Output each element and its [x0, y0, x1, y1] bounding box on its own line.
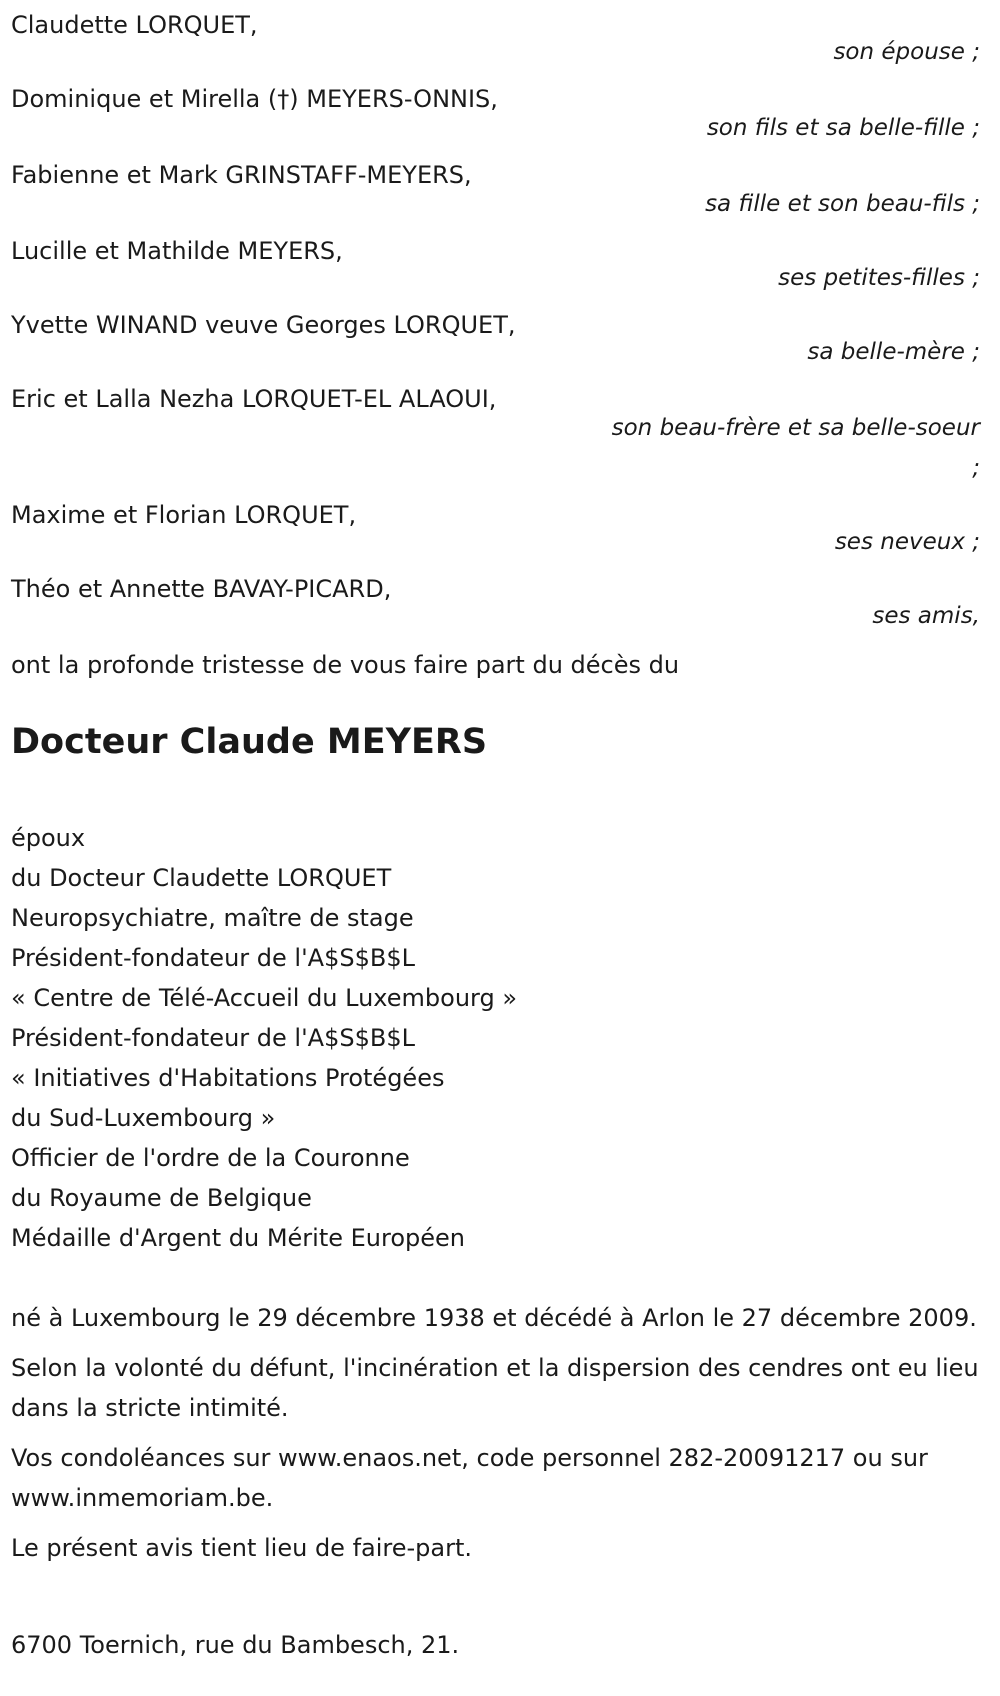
family-member-name: Yvette WINAND veuve Georges LORQUET,: [11, 311, 516, 339]
title-line: « Centre de Télé-Accueil du Luxembourg »: [11, 984, 518, 1012]
family-member-name: Fabienne et Mark GRINSTAFF-MEYERS,: [11, 161, 472, 189]
title-line: Président-fondateur de l'A$S$B$L: [11, 1024, 415, 1052]
title-line: Président-fondateur de l'A$S$B$L: [11, 944, 415, 972]
family-entry: [11, 572, 980, 636]
ceremony-info: Selon la volonté du défunt, l'incinération et la dispersion des cendres ont eu lieu dans la stricte intimité.: [11, 1354, 979, 1422]
announcement-intro: ont la profonde tristesse de vous faire part du décès du: [11, 651, 680, 679]
notice-statement: Le présent avis tient lieu de faire-part.: [11, 1534, 473, 1562]
title-line: Médaille d'Argent du Mérite Européen: [11, 1224, 466, 1252]
family-member-name: Dominique et Mirella (†) MEYERS-ONNIS,: [11, 85, 498, 113]
family-relation: ses amis,: [872, 603, 980, 629]
condolences-info: Vos condoléances sur www.enaos.net, code personnel 282-20091217 ou sur www.inmemoriam.be.: [11, 1444, 928, 1512]
deceased-name: Docteur Claude MEYERS: [11, 722, 488, 762]
family-entry: [11, 498, 980, 562]
family-entry: [11, 82, 980, 148]
title-line: « Initiatives d'Habitations Protégées: [11, 1064, 445, 1092]
family-entry: [11, 382, 980, 488]
title-line: Neuropsychiatre, maître de stage: [11, 904, 414, 932]
notice-details: [11, 1298, 986, 1568]
family-member-name: Maxime et Florian LORQUET,: [11, 501, 357, 529]
family-relation: son fils et sa belle-fille ;: [706, 115, 980, 141]
title-line: du Sud-Luxembourg »: [11, 1104, 276, 1132]
family-relation: sa belle-mère ;: [807, 339, 980, 365]
deceased-titles: [11, 818, 980, 1258]
title-line: Officier de l'ordre de la Couronne: [11, 1144, 410, 1172]
family-address: 6700 Toernich, rue du Bambesch, 21.: [11, 1631, 460, 1659]
family-relation: ses neveux ;: [834, 529, 980, 555]
family-relation: sa fille et son beau-fils ;: [705, 191, 980, 217]
title-line: du Royaume de Belgique: [11, 1184, 312, 1212]
birth-death-dates: né à Luxembourg le 29 décembre 1938 et décédé à Arlon le 27 décembre 2009.: [11, 1304, 977, 1332]
family-list: [11, 8, 980, 636]
family-member-name: Eric et Lalla Nezha LORQUET-EL ALAOUI,: [11, 385, 497, 413]
family-relation: ses petites-filles ;: [778, 265, 980, 291]
title-line: époux: [11, 824, 86, 852]
family-member-name: Claudette LORQUET,: [11, 11, 258, 39]
family-entry: [11, 308, 980, 372]
family-entry: [11, 8, 980, 72]
title-line: du Docteur Claudette LORQUET: [11, 864, 392, 892]
family-entry: [11, 158, 980, 224]
family-relation: son épouse ;: [833, 39, 980, 65]
family-relation: son beau-frère et sa belle-soeur ;: [611, 415, 980, 481]
family-entry: [11, 234, 980, 298]
family-member-name: Théo et Annette BAVAY-PICARD,: [11, 575, 392, 603]
family-member-name: Lucille et Mathilde MEYERS,: [11, 237, 343, 265]
